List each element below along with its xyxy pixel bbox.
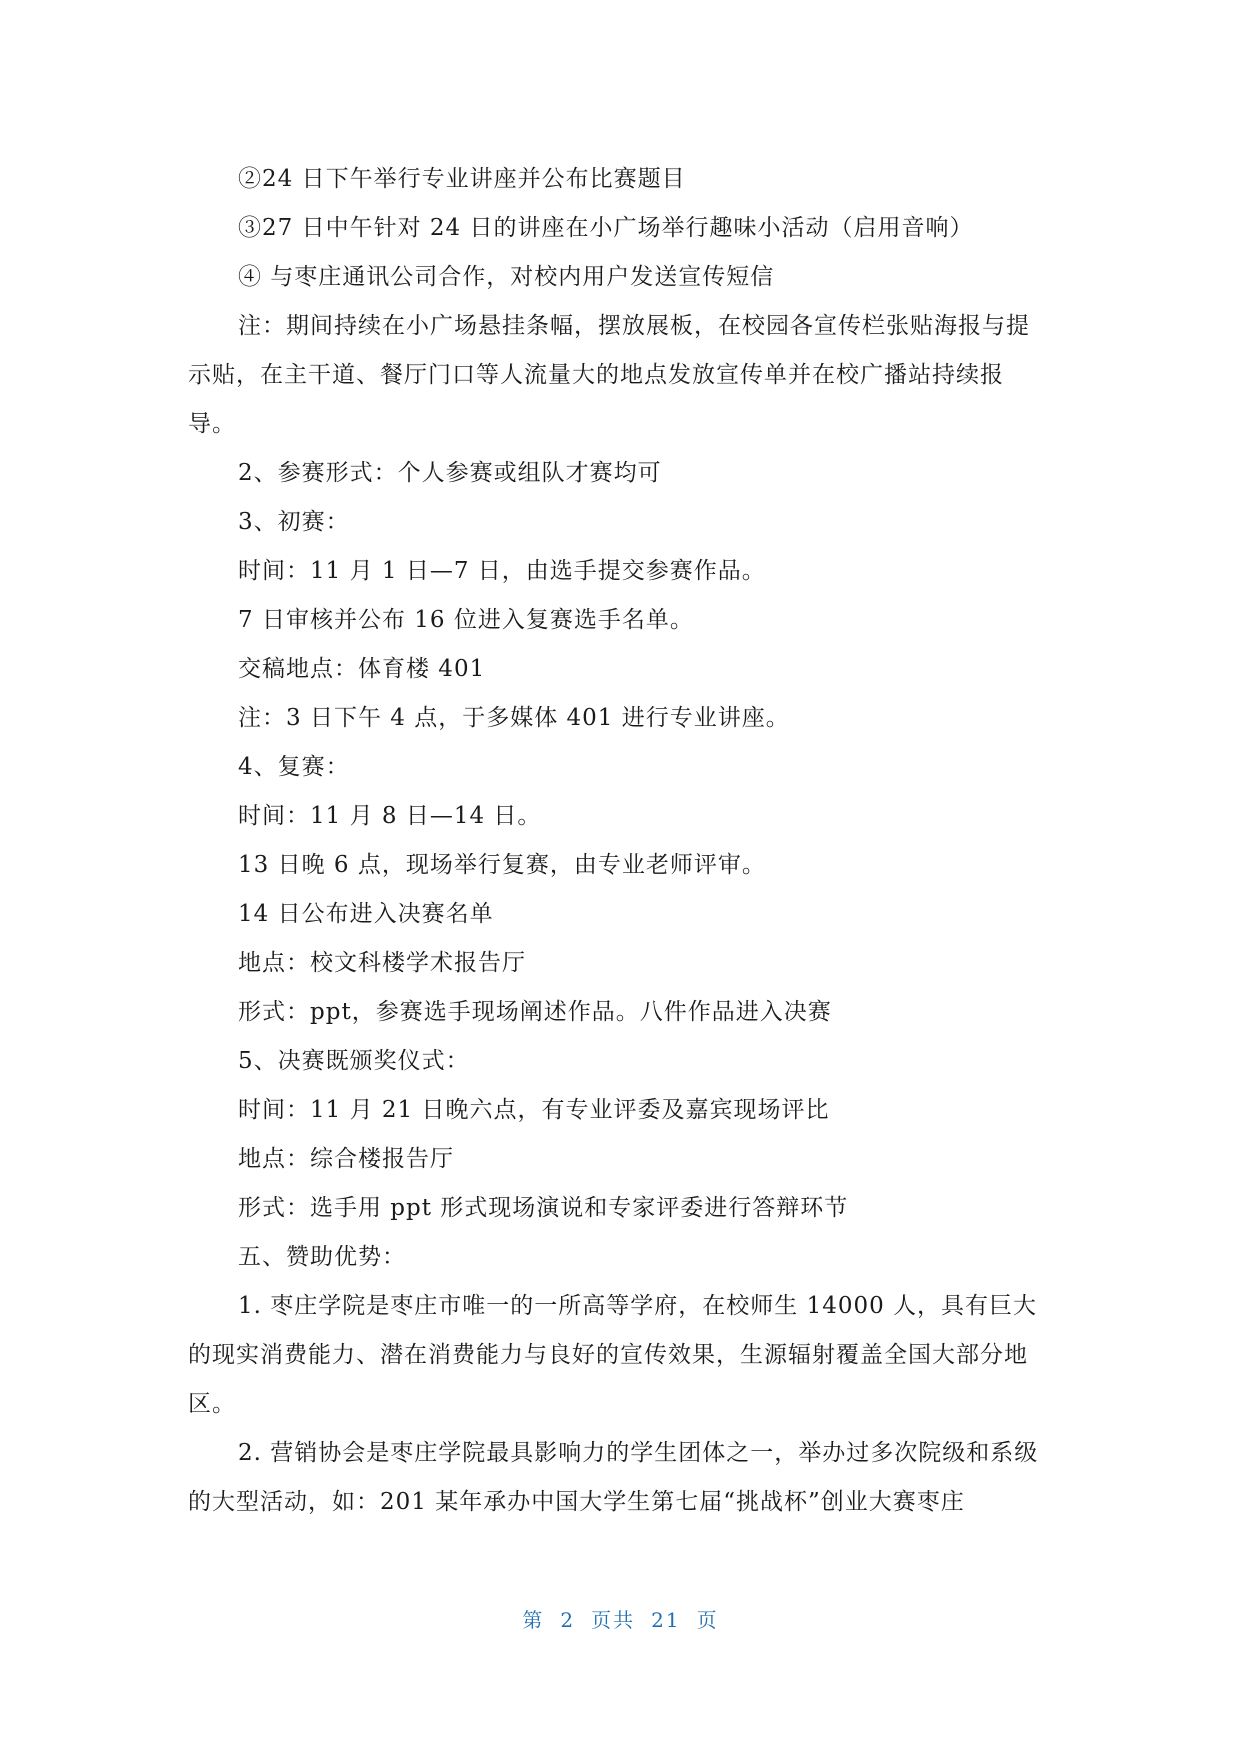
paragraph: 2. 营销协会是枣庄学院最具影响力的学生团体之一，举办过多次院级和系级的大型活动，如：201 某年承办中国大学生第七届“挑战杯”创业大赛枣庄 bbox=[188, 1440, 1039, 1515]
paragraph: 7 日审核并公布 16 位进入复赛选手名单。 bbox=[238, 607, 694, 633]
paragraph: 2、参赛形式：个人参赛或组队才赛均可 bbox=[238, 460, 662, 486]
paragraph: ②24 日下午举行专业讲座并公布比赛题目 bbox=[238, 166, 686, 192]
paragraph: 五、赞助优势： bbox=[238, 1244, 406, 1270]
paragraph: 5、决赛既颁奖仪式： bbox=[238, 1048, 470, 1074]
document-page bbox=[188, 0, 1048, 1754]
paragraph: 交稿地点：体育楼 401 bbox=[238, 656, 486, 682]
footer-prefix: 第 bbox=[522, 1608, 545, 1632]
paragraph: 形式：选手用 ppt 形式现场演说和专家评委进行答辩环节 bbox=[238, 1195, 849, 1221]
paragraph: 地点：校文科楼学术报告厅 bbox=[238, 950, 526, 976]
document-body bbox=[188, 155, 1048, 1527]
footer-suffix: 页 bbox=[696, 1608, 719, 1632]
paragraph: 时间：11 月 21 日晚六点，有专业评委及嘉宾现场评比 bbox=[238, 1097, 830, 1123]
footer-current-page: 2 bbox=[560, 1608, 576, 1632]
paragraph: 形式：ppt，参赛选手现场阐述作品。八件作品进入决赛 bbox=[238, 999, 832, 1025]
paragraph: 注：3 日下午 4 点，于多媒体 401 进行专业讲座。 bbox=[238, 705, 790, 731]
paragraph: 4、复赛： bbox=[238, 754, 350, 780]
paragraph: ③27 日中午针对 24 日的讲座在小广场举行趣味小活动（启用音响） bbox=[238, 215, 974, 241]
footer-middle: 页共 bbox=[591, 1608, 636, 1632]
paragraph: 注：期间持续在小广场悬挂条幅，摆放展板，在校园各宣传栏张贴海报与提示贴，在主干道、餐厅门口等人流量大的地点发放宣传单并在校广播站持续报导。 bbox=[188, 313, 1030, 437]
paragraph: 时间：11 月 1 日—7 日，由选手提交参赛作品。 bbox=[238, 558, 766, 584]
paragraph: 3、初赛： bbox=[238, 509, 350, 535]
paragraph: ④ 与枣庄通讯公司合作，对校内用户发送宣传短信 bbox=[238, 264, 775, 290]
paragraph: 13 日晚 6 点，现场举行复赛，由专业老师评审。 bbox=[238, 852, 766, 878]
paragraph: 地点：综合楼报告厅 bbox=[238, 1146, 454, 1172]
paragraph: 14 日公布进入决赛名单 bbox=[238, 901, 494, 927]
paragraph: 时间：11 月 8 日—14 日。 bbox=[238, 803, 542, 829]
footer-total-pages: 21 bbox=[651, 1608, 681, 1632]
paragraph: 1. 枣庄学院是枣庄市唯一的一所高等学府，在校师生 14000 人，具有巨大的现实消费能力、潜在消费能力与良好的宣传效果，生源辐射覆盖全国大部分地区。 bbox=[188, 1293, 1038, 1417]
page-footer bbox=[0, 1604, 1241, 1633]
